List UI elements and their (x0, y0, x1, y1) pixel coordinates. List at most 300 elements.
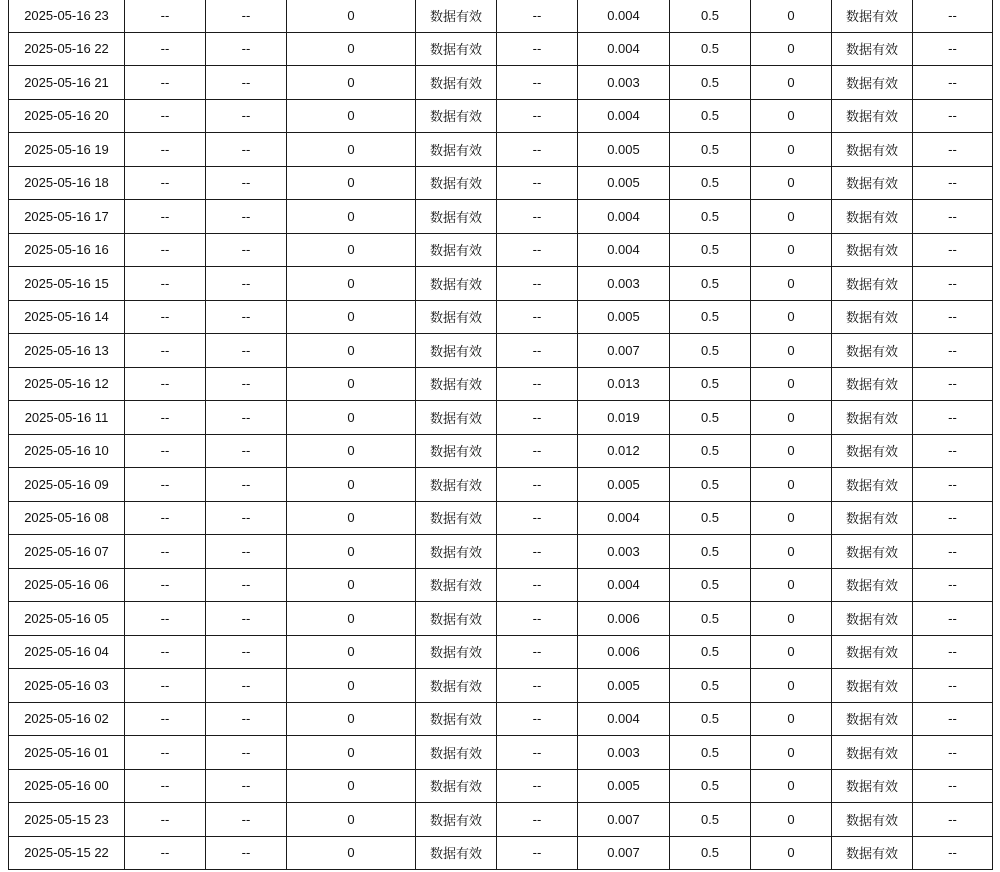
status-cell-1: 数据有效 (416, 133, 497, 167)
value-cell-5: 0 (751, 501, 832, 535)
limit-cell: 0.5 (670, 233, 751, 267)
value-cell-6: -- (913, 468, 993, 502)
value-cell-5: 0 (751, 267, 832, 301)
status-cell-2: 数据有效 (832, 334, 913, 368)
value-cell-5: 0 (751, 166, 832, 200)
value-cell-5: 0 (751, 334, 832, 368)
value-cell-1: -- (125, 602, 206, 636)
concentration-cell: 0.004 (578, 702, 670, 736)
value-cell-1: -- (125, 401, 206, 435)
concentration-cell: 0.013 (578, 367, 670, 401)
limit-cell: 0.5 (670, 99, 751, 133)
time-cell: 2025-05-16 01 (9, 736, 125, 770)
value-cell-5: 0 (751, 200, 832, 234)
value-cell-1: -- (125, 468, 206, 502)
status-cell-2: 数据有效 (832, 133, 913, 167)
value-cell-3: 0 (287, 401, 416, 435)
value-cell-6: -- (913, 535, 993, 569)
table-row (9, 99, 993, 133)
value-cell-4: -- (497, 334, 578, 368)
value-cell-1: -- (125, 501, 206, 535)
value-cell-4: -- (497, 267, 578, 301)
status-cell-2: 数据有效 (832, 267, 913, 301)
concentration-cell: 0.005 (578, 133, 670, 167)
value-cell-4: -- (497, 602, 578, 636)
value-cell-6: -- (913, 568, 993, 602)
table-row (9, 267, 993, 301)
value-cell-6: -- (913, 99, 993, 133)
value-cell-4: -- (497, 635, 578, 669)
value-cell-3: 0 (287, 300, 416, 334)
status-cell-2: 数据有效 (832, 702, 913, 736)
limit-cell: 0.5 (670, 669, 751, 703)
value-cell-6: -- (913, 233, 993, 267)
value-cell-5: 0 (751, 401, 832, 435)
value-cell-2: -- (206, 468, 287, 502)
status-cell-1: 数据有效 (416, 32, 497, 66)
value-cell-3: 0 (287, 200, 416, 234)
concentration-cell: 0.003 (578, 535, 670, 569)
table-row (9, 32, 993, 66)
status-cell-1: 数据有效 (416, 535, 497, 569)
status-cell-1: 数据有效 (416, 803, 497, 837)
time-cell: 2025-05-16 12 (9, 367, 125, 401)
monitoring-data-table (8, 0, 993, 870)
value-cell-6: -- (913, 166, 993, 200)
status-cell-1: 数据有效 (416, 233, 497, 267)
concentration-cell: 0.004 (578, 568, 670, 602)
value-cell-4: -- (497, 769, 578, 803)
time-cell: 2025-05-16 08 (9, 501, 125, 535)
time-cell: 2025-05-16 21 (9, 66, 125, 100)
limit-cell: 0.5 (670, 535, 751, 569)
status-cell-1: 数据有效 (416, 501, 497, 535)
value-cell-2: -- (206, 803, 287, 837)
value-cell-6: -- (913, 300, 993, 334)
time-cell: 2025-05-15 23 (9, 803, 125, 837)
value-cell-2: -- (206, 133, 287, 167)
value-cell-4: -- (497, 66, 578, 100)
value-cell-1: -- (125, 300, 206, 334)
status-cell-1: 数据有效 (416, 367, 497, 401)
table-row (9, 602, 993, 636)
status-cell-1: 数据有效 (416, 166, 497, 200)
status-cell-1: 数据有效 (416, 669, 497, 703)
time-cell: 2025-05-16 06 (9, 568, 125, 602)
value-cell-4: -- (497, 568, 578, 602)
value-cell-5: 0 (751, 367, 832, 401)
value-cell-1: -- (125, 635, 206, 669)
value-cell-3: 0 (287, 66, 416, 100)
value-cell-5: 0 (751, 468, 832, 502)
value-cell-2: -- (206, 367, 287, 401)
value-cell-4: -- (497, 166, 578, 200)
status-cell-2: 数据有效 (832, 367, 913, 401)
status-cell-1: 数据有效 (416, 300, 497, 334)
value-cell-3: 0 (287, 133, 416, 167)
value-cell-3: 0 (287, 836, 416, 870)
value-cell-1: -- (125, 0, 206, 32)
value-cell-2: -- (206, 836, 287, 870)
value-cell-5: 0 (751, 736, 832, 770)
status-cell-1: 数据有效 (416, 401, 497, 435)
status-cell-1: 数据有效 (416, 200, 497, 234)
table-row (9, 669, 993, 703)
table-row (9, 233, 993, 267)
value-cell-1: -- (125, 769, 206, 803)
value-cell-4: -- (497, 736, 578, 770)
value-cell-4: -- (497, 669, 578, 703)
value-cell-2: -- (206, 602, 287, 636)
value-cell-1: -- (125, 166, 206, 200)
time-cell: 2025-05-16 17 (9, 200, 125, 234)
concentration-cell: 0.007 (578, 334, 670, 368)
limit-cell: 0.5 (670, 367, 751, 401)
status-cell-2: 数据有效 (832, 0, 913, 32)
value-cell-5: 0 (751, 702, 832, 736)
value-cell-2: -- (206, 334, 287, 368)
time-cell: 2025-05-16 11 (9, 401, 125, 435)
value-cell-2: -- (206, 736, 287, 770)
value-cell-4: -- (497, 468, 578, 502)
value-cell-6: -- (913, 702, 993, 736)
status-cell-1: 数据有效 (416, 702, 497, 736)
value-cell-4: -- (497, 367, 578, 401)
value-cell-6: -- (913, 803, 993, 837)
status-cell-1: 数据有效 (416, 468, 497, 502)
table-row (9, 736, 993, 770)
table-row (9, 568, 993, 602)
table-row (9, 635, 993, 669)
value-cell-1: -- (125, 535, 206, 569)
limit-cell: 0.5 (670, 66, 751, 100)
concentration-cell: 0.005 (578, 468, 670, 502)
value-cell-2: -- (206, 702, 287, 736)
value-cell-6: -- (913, 434, 993, 468)
value-cell-3: 0 (287, 635, 416, 669)
value-cell-3: 0 (287, 166, 416, 200)
value-cell-6: -- (913, 736, 993, 770)
table-row (9, 769, 993, 803)
table-row (9, 803, 993, 837)
value-cell-5: 0 (751, 434, 832, 468)
value-cell-3: 0 (287, 702, 416, 736)
value-cell-3: 0 (287, 267, 416, 301)
value-cell-1: -- (125, 702, 206, 736)
value-cell-3: 0 (287, 501, 416, 535)
value-cell-1: -- (125, 200, 206, 234)
value-cell-2: -- (206, 66, 287, 100)
limit-cell: 0.5 (670, 736, 751, 770)
limit-cell: 0.5 (670, 836, 751, 870)
limit-cell: 0.5 (670, 133, 751, 167)
status-cell-2: 数据有效 (832, 568, 913, 602)
value-cell-5: 0 (751, 769, 832, 803)
value-cell-4: -- (497, 501, 578, 535)
value-cell-4: -- (497, 0, 578, 32)
value-cell-6: -- (913, 334, 993, 368)
value-cell-5: 0 (751, 535, 832, 569)
value-cell-5: 0 (751, 836, 832, 870)
value-cell-6: -- (913, 367, 993, 401)
limit-cell: 0.5 (670, 166, 751, 200)
value-cell-3: 0 (287, 803, 416, 837)
table-row (9, 200, 993, 234)
status-cell-2: 数据有效 (832, 434, 913, 468)
status-cell-2: 数据有效 (832, 635, 913, 669)
limit-cell: 0.5 (670, 803, 751, 837)
value-cell-6: -- (913, 635, 993, 669)
value-cell-4: -- (497, 233, 578, 267)
value-cell-5: 0 (751, 669, 832, 703)
status-cell-1: 数据有效 (416, 769, 497, 803)
status-cell-2: 数据有效 (832, 300, 913, 334)
value-cell-2: -- (206, 568, 287, 602)
value-cell-3: 0 (287, 99, 416, 133)
table-row (9, 0, 993, 32)
value-cell-1: -- (125, 233, 206, 267)
table-row (9, 401, 993, 435)
value-cell-5: 0 (751, 568, 832, 602)
status-cell-1: 数据有效 (416, 602, 497, 636)
table-row (9, 836, 993, 870)
value-cell-5: 0 (751, 233, 832, 267)
time-cell: 2025-05-16 23 (9, 0, 125, 32)
value-cell-2: -- (206, 300, 287, 334)
status-cell-1: 数据有效 (416, 736, 497, 770)
table-row (9, 501, 993, 535)
status-cell-2: 数据有效 (832, 602, 913, 636)
value-cell-1: -- (125, 367, 206, 401)
table-row (9, 468, 993, 502)
concentration-cell: 0.006 (578, 635, 670, 669)
value-cell-2: -- (206, 401, 287, 435)
value-cell-6: -- (913, 200, 993, 234)
value-cell-4: -- (497, 99, 578, 133)
limit-cell: 0.5 (670, 334, 751, 368)
time-cell: 2025-05-16 09 (9, 468, 125, 502)
time-cell: 2025-05-16 20 (9, 99, 125, 133)
concentration-cell: 0.005 (578, 300, 670, 334)
status-cell-1: 数据有效 (416, 267, 497, 301)
value-cell-3: 0 (287, 535, 416, 569)
limit-cell: 0.5 (670, 468, 751, 502)
status-cell-2: 数据有效 (832, 401, 913, 435)
status-cell-1: 数据有效 (416, 635, 497, 669)
value-cell-5: 0 (751, 300, 832, 334)
value-cell-5: 0 (751, 133, 832, 167)
value-cell-6: -- (913, 66, 993, 100)
value-cell-1: -- (125, 334, 206, 368)
value-cell-3: 0 (287, 233, 416, 267)
concentration-cell: 0.003 (578, 736, 670, 770)
value-cell-5: 0 (751, 635, 832, 669)
value-cell-2: -- (206, 635, 287, 669)
status-cell-2: 数据有效 (832, 66, 913, 100)
value-cell-3: 0 (287, 602, 416, 636)
value-cell-6: -- (913, 133, 993, 167)
table-row (9, 702, 993, 736)
value-cell-1: -- (125, 267, 206, 301)
concentration-cell: 0.003 (578, 267, 670, 301)
table-row (9, 166, 993, 200)
time-cell: 2025-05-16 15 (9, 267, 125, 301)
value-cell-6: -- (913, 836, 993, 870)
concentration-cell: 0.006 (578, 602, 670, 636)
limit-cell: 0.5 (670, 702, 751, 736)
time-cell: 2025-05-16 05 (9, 602, 125, 636)
value-cell-1: -- (125, 32, 206, 66)
value-cell-1: -- (125, 803, 206, 837)
value-cell-5: 0 (751, 602, 832, 636)
value-cell-4: -- (497, 401, 578, 435)
status-cell-1: 数据有效 (416, 836, 497, 870)
value-cell-5: 0 (751, 32, 832, 66)
status-cell-1: 数据有效 (416, 99, 497, 133)
status-cell-2: 数据有效 (832, 32, 913, 66)
status-cell-1: 数据有效 (416, 0, 497, 32)
table-row (9, 334, 993, 368)
limit-cell: 0.5 (670, 501, 751, 535)
value-cell-3: 0 (287, 568, 416, 602)
status-cell-1: 数据有效 (416, 334, 497, 368)
value-cell-6: -- (913, 602, 993, 636)
concentration-cell: 0.012 (578, 434, 670, 468)
value-cell-5: 0 (751, 0, 832, 32)
limit-cell: 0.5 (670, 568, 751, 602)
value-cell-4: -- (497, 200, 578, 234)
concentration-cell: 0.005 (578, 669, 670, 703)
concentration-cell: 0.003 (578, 66, 670, 100)
time-cell: 2025-05-16 14 (9, 300, 125, 334)
status-cell-2: 数据有效 (832, 468, 913, 502)
concentration-cell: 0.004 (578, 0, 670, 32)
value-cell-1: -- (125, 736, 206, 770)
status-cell-2: 数据有效 (832, 166, 913, 200)
limit-cell: 0.5 (670, 0, 751, 32)
value-cell-6: -- (913, 401, 993, 435)
status-cell-2: 数据有效 (832, 501, 913, 535)
status-cell-2: 数据有效 (832, 99, 913, 133)
value-cell-5: 0 (751, 803, 832, 837)
value-cell-3: 0 (287, 468, 416, 502)
time-cell: 2025-05-16 16 (9, 233, 125, 267)
value-cell-1: -- (125, 669, 206, 703)
value-cell-6: -- (913, 267, 993, 301)
table-row (9, 535, 993, 569)
concentration-cell: 0.007 (578, 803, 670, 837)
time-cell: 2025-05-16 02 (9, 702, 125, 736)
concentration-cell: 0.005 (578, 166, 670, 200)
table-row (9, 434, 993, 468)
status-cell-2: 数据有效 (832, 836, 913, 870)
value-cell-3: 0 (287, 736, 416, 770)
value-cell-3: 0 (287, 669, 416, 703)
status-cell-1: 数据有效 (416, 434, 497, 468)
limit-cell: 0.5 (670, 434, 751, 468)
status-cell-2: 数据有效 (832, 233, 913, 267)
value-cell-2: -- (206, 99, 287, 133)
value-cell-3: 0 (287, 769, 416, 803)
time-cell: 2025-05-16 22 (9, 32, 125, 66)
value-cell-1: -- (125, 99, 206, 133)
limit-cell: 0.5 (670, 32, 751, 66)
value-cell-1: -- (125, 133, 206, 167)
value-cell-4: -- (497, 702, 578, 736)
status-cell-2: 数据有效 (832, 535, 913, 569)
limit-cell: 0.5 (670, 602, 751, 636)
value-cell-6: -- (913, 501, 993, 535)
limit-cell: 0.5 (670, 300, 751, 334)
value-cell-4: -- (497, 535, 578, 569)
status-cell-2: 数据有效 (832, 736, 913, 770)
value-cell-2: -- (206, 434, 287, 468)
concentration-cell: 0.004 (578, 99, 670, 133)
time-cell: 2025-05-16 18 (9, 166, 125, 200)
value-cell-2: -- (206, 669, 287, 703)
value-cell-1: -- (125, 66, 206, 100)
value-cell-2: -- (206, 501, 287, 535)
value-cell-3: 0 (287, 367, 416, 401)
status-cell-1: 数据有效 (416, 568, 497, 602)
status-cell-2: 数据有效 (832, 669, 913, 703)
limit-cell: 0.5 (670, 635, 751, 669)
time-cell: 2025-05-16 13 (9, 334, 125, 368)
table-row (9, 133, 993, 167)
value-cell-4: -- (497, 803, 578, 837)
time-cell: 2025-05-16 10 (9, 434, 125, 468)
value-cell-4: -- (497, 32, 578, 66)
value-cell-4: -- (497, 300, 578, 334)
time-cell: 2025-05-16 07 (9, 535, 125, 569)
value-cell-4: -- (497, 434, 578, 468)
status-cell-2: 数据有效 (832, 200, 913, 234)
value-cell-6: -- (913, 32, 993, 66)
table-body (9, 0, 993, 870)
value-cell-2: -- (206, 233, 287, 267)
limit-cell: 0.5 (670, 769, 751, 803)
table-row (9, 300, 993, 334)
time-cell: 2025-05-15 22 (9, 836, 125, 870)
value-cell-2: -- (206, 166, 287, 200)
concentration-cell: 0.019 (578, 401, 670, 435)
concentration-cell: 0.004 (578, 233, 670, 267)
value-cell-1: -- (125, 836, 206, 870)
table-row (9, 367, 993, 401)
limit-cell: 0.5 (670, 267, 751, 301)
limit-cell: 0.5 (670, 200, 751, 234)
value-cell-3: 0 (287, 434, 416, 468)
value-cell-2: -- (206, 769, 287, 803)
value-cell-2: -- (206, 535, 287, 569)
value-cell-6: -- (913, 0, 993, 32)
value-cell-2: -- (206, 200, 287, 234)
value-cell-1: -- (125, 434, 206, 468)
status-cell-2: 数据有效 (832, 803, 913, 837)
status-cell-1: 数据有效 (416, 66, 497, 100)
concentration-cell: 0.005 (578, 769, 670, 803)
value-cell-4: -- (497, 836, 578, 870)
value-cell-2: -- (206, 32, 287, 66)
concentration-cell: 0.004 (578, 501, 670, 535)
value-cell-1: -- (125, 568, 206, 602)
status-cell-2: 数据有效 (832, 769, 913, 803)
value-cell-3: 0 (287, 334, 416, 368)
value-cell-2: -- (206, 0, 287, 32)
value-cell-5: 0 (751, 99, 832, 133)
concentration-cell: 0.004 (578, 200, 670, 234)
concentration-cell: 0.007 (578, 836, 670, 870)
